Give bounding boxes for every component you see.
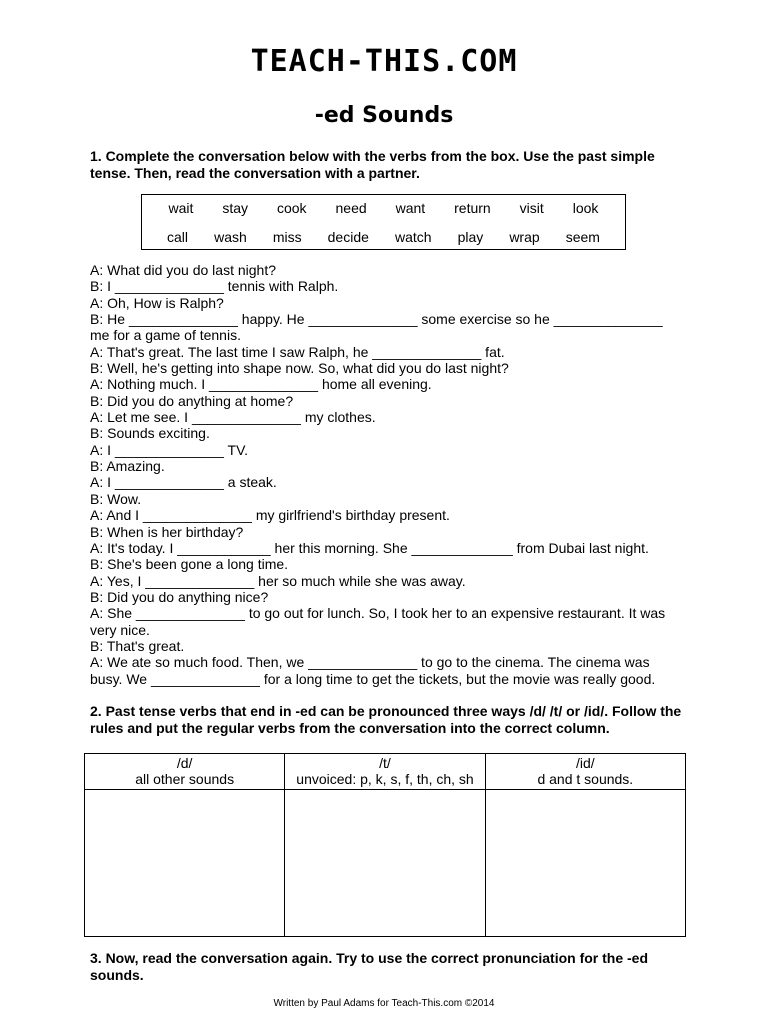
conversation-line: A: Nothing much. I ______________ home all evening. bbox=[90, 376, 432, 393]
answer-cell-id[interactable] bbox=[485, 790, 685, 937]
verb-word: watch bbox=[394, 229, 432, 245]
conversation-line: A: I ______________ a steak. bbox=[90, 474, 277, 491]
conversation-line: B: He ______________ happy. He ______________ some exercise so he ______________ bbox=[90, 311, 663, 328]
verb-word: miss bbox=[272, 229, 302, 245]
footer-credit: Written by Paul Adams for Teach-This.com ©2014 bbox=[273, 998, 495, 1009]
sound-sort-table bbox=[84, 753, 686, 937]
conversation-line: B: Amazing. bbox=[90, 458, 165, 475]
column-header-t bbox=[285, 754, 485, 790]
column-sound: /t/ bbox=[379, 755, 391, 771]
conversation-line: B: That's great. bbox=[90, 637, 185, 654]
conversation-line: B: She's been gone a long time. bbox=[90, 556, 289, 573]
verb-word: look bbox=[572, 200, 599, 216]
table-header-row bbox=[85, 754, 686, 790]
instruction-1: 1. Complete the conversation below with the verbs from the box. Use the past simple tense. Then, read the conversation with a partner. bbox=[90, 148, 655, 181]
verb-word: cook bbox=[276, 200, 307, 216]
column-rule: all other sounds bbox=[135, 771, 235, 787]
conversation-line: A: Let me see. I ______________ my clothes. bbox=[90, 409, 376, 426]
verb-word: decide bbox=[327, 229, 369, 245]
verb-word: wash bbox=[214, 229, 247, 245]
verb-word: visit bbox=[519, 200, 544, 216]
table-answer-row bbox=[85, 790, 686, 937]
verb-word: call bbox=[167, 229, 189, 245]
conversation-line: B: Sounds exciting. bbox=[90, 425, 210, 442]
conversation-line: A: Yes, I ______________ her so much while she was away. bbox=[90, 572, 466, 589]
answer-cell-d[interactable] bbox=[85, 790, 285, 937]
column-header-id bbox=[485, 754, 685, 790]
conversation-line: A: I ______________ TV. bbox=[90, 441, 249, 458]
worksheet-title: -ed Sounds bbox=[314, 103, 454, 128]
conversation-line: B: Well, he's getting into shape now. So, what did you do last night? bbox=[90, 360, 509, 377]
conversation-line: A: We ate so much food. Then, we ______________ to go to the cinema. The cinema was bbox=[90, 654, 650, 671]
answer-cell-t[interactable] bbox=[285, 790, 485, 937]
conversation-line: me for a game of tennis. bbox=[90, 327, 241, 344]
conversation-line: A: It's today. I ____________ her this morning. She _____________ from Dubai last night. bbox=[90, 539, 649, 556]
verb-word-box bbox=[141, 194, 626, 250]
verb-word: play bbox=[457, 229, 484, 245]
column-rule: unvoiced: p, k, s, f, th, ch, sh bbox=[296, 771, 474, 787]
verb-word: stay bbox=[222, 200, 249, 216]
verb-row-1 bbox=[142, 198, 625, 218]
conversation-line: B: When is her birthday? bbox=[90, 523, 244, 540]
conversation-line: very nice. bbox=[90, 621, 150, 638]
conversation bbox=[90, 262, 670, 687]
column-rule: d and t sounds. bbox=[537, 771, 634, 787]
conversation-line: A: She ______________ to go out for lunch. So, I took her to an expensive restaurant. It was bbox=[90, 605, 666, 622]
conversation-line: B: Did you do anything at home? bbox=[90, 392, 294, 409]
verb-word: want bbox=[395, 200, 426, 216]
brand-title: TEACH-THIS.COM bbox=[250, 44, 518, 79]
column-sound: /d/ bbox=[176, 755, 193, 771]
verb-word: return bbox=[454, 200, 491, 216]
conversation-line: A: Oh, How is Ralph? bbox=[90, 294, 224, 311]
conversation-line: A: And I ______________ my girlfriend's birthday present. bbox=[90, 507, 450, 524]
verb-row-2 bbox=[142, 227, 625, 247]
column-header-d bbox=[85, 754, 285, 790]
instruction-3: 3. Now, read the conversation again. Try to use the correct pronunciation for the -ed sounds. bbox=[90, 950, 649, 983]
verb-word: need bbox=[335, 200, 367, 216]
conversation-line: A: What did you do last night? bbox=[90, 262, 276, 278]
verb-word: seem bbox=[565, 229, 600, 245]
verb-word: wait bbox=[168, 200, 194, 216]
column-sound: /id/ bbox=[575, 755, 595, 771]
conversation-line: A: That's great. The last time I saw Ralph, he ______________ fat. bbox=[90, 343, 505, 360]
instruction-2: 2. Past tense verbs that end in -ed can be pronounced three ways /d/ /t/ or /id/. Follow the rules and put the regular verbs from the conversation into the correct column. bbox=[90, 703, 682, 736]
verb-word: wrap bbox=[509, 229, 540, 245]
conversation-line: B: Wow. bbox=[90, 490, 142, 507]
conversation-line: B: I ______________ tennis with Ralph. bbox=[90, 278, 339, 295]
conversation-line: B: Did you do anything nice? bbox=[90, 588, 269, 605]
conversation-line: busy. We ______________ for a long time to get the tickets, but the movie was really good. bbox=[90, 670, 656, 687]
